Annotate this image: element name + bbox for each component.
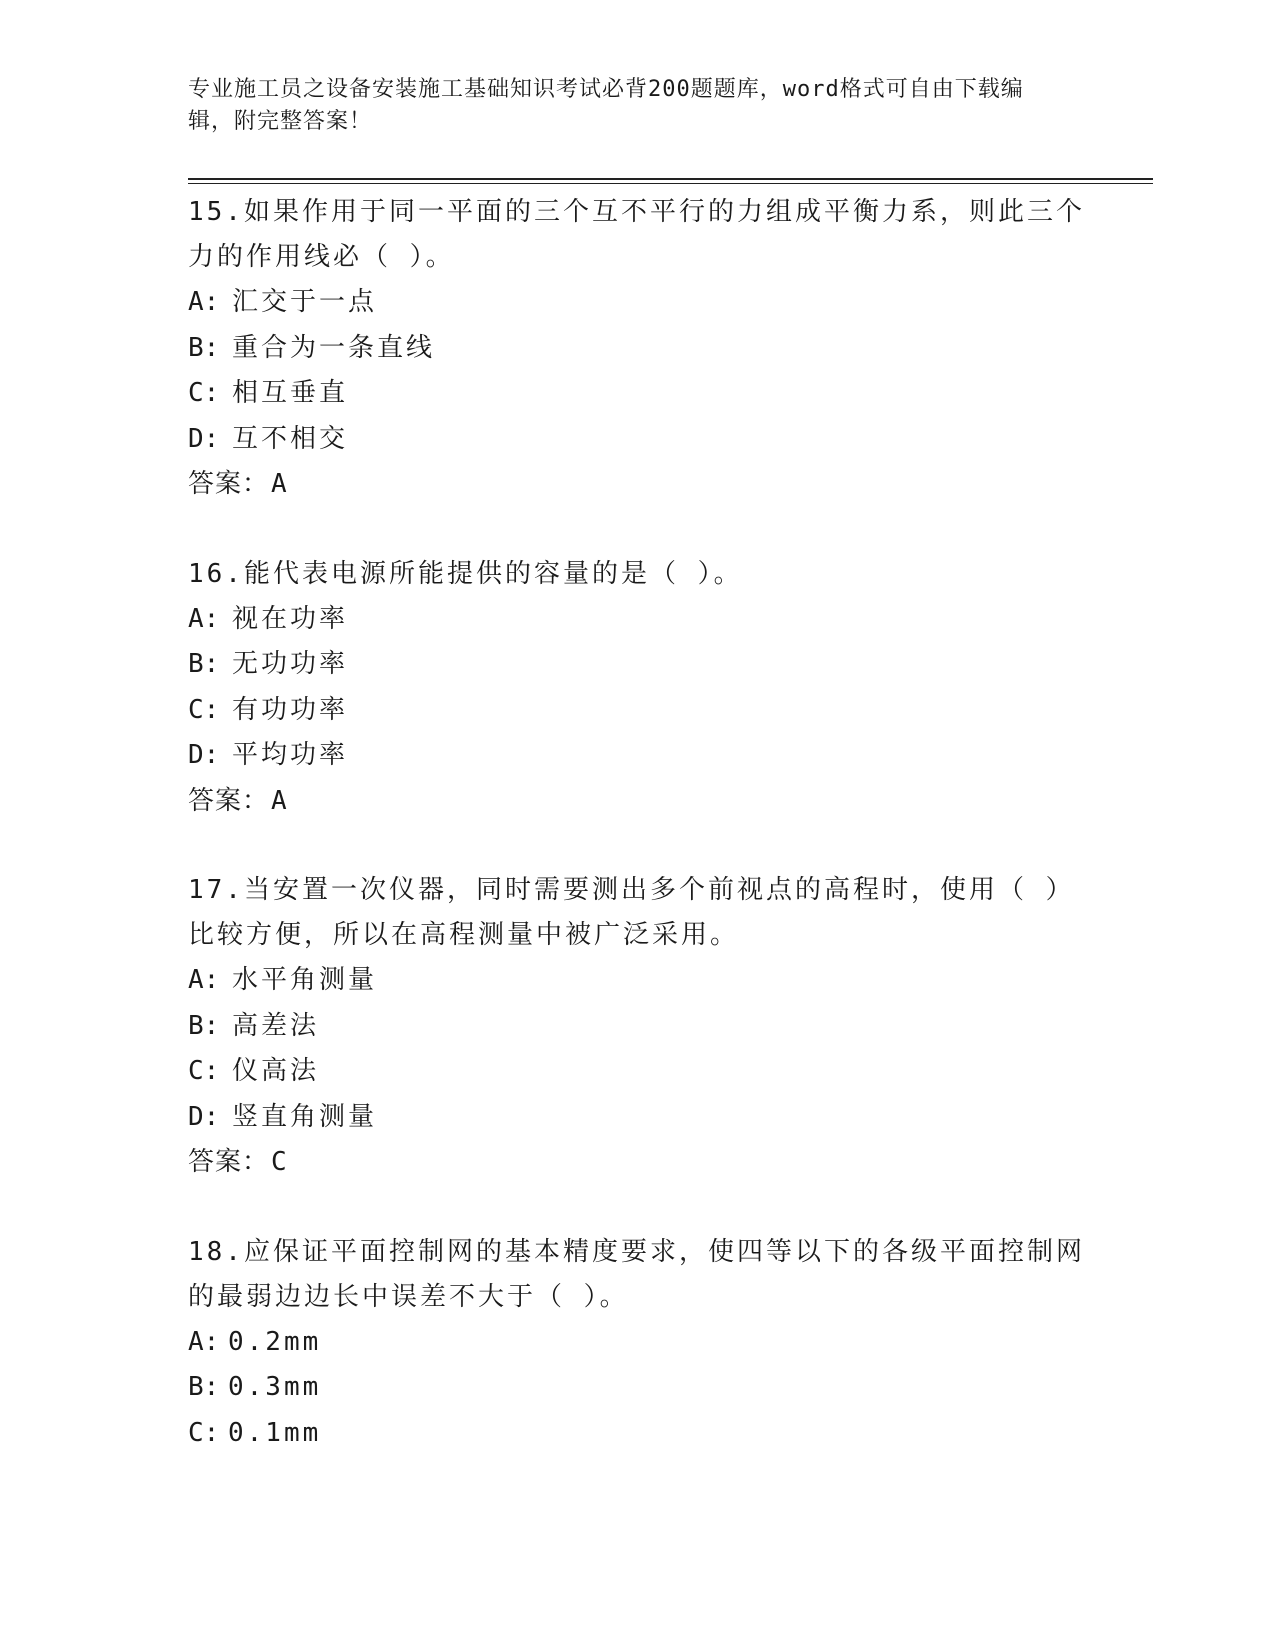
answer-line	[188, 779, 1088, 825]
question-18	[188, 1230, 1088, 1457]
question-text: 17.当安置一次仪器，同时需要测出多个前视点的高程时，使用（ ）比较方便，所以在高程测量中被广泛采用。	[188, 875, 1075, 950]
option-text: 0.2mm	[228, 1326, 322, 1357]
question-list	[188, 190, 1088, 1500]
option-c	[188, 371, 1088, 417]
question-text: 16.能代表电源所能提供的容量的是（ ）。	[188, 558, 743, 589]
option-text: 相互垂直	[232, 378, 349, 408]
option-text: 重合为一条直线	[232, 332, 436, 363]
option-letter: B:	[188, 332, 220, 363]
option-text: 0.1mm	[228, 1417, 322, 1448]
option-letter: B:	[188, 1372, 220, 1402]
answer-label: 答案：	[188, 469, 270, 499]
option-letter: C:	[188, 378, 220, 408]
answer-line	[188, 462, 1088, 508]
answer-value: A	[271, 785, 288, 816]
document-title: 专业施工员之设备安装施工基础知识考试必背200题题库，word格式可自由下载编辑，附完整答案！	[188, 77, 1024, 134]
answer-line	[188, 1140, 1088, 1186]
option-text: 无功功率	[232, 649, 349, 679]
question-text: 18.应保证平面控制网的基本精度要求，使四等以下的各级平面控制网的最弱边边长中误差不大于（ ）。	[188, 1236, 1085, 1312]
question-17	[188, 868, 1088, 1186]
option-a	[188, 280, 1088, 326]
option-text: 汇交于一点	[232, 287, 378, 317]
option-letter: D:	[188, 423, 220, 454]
option-c	[188, 1411, 1088, 1457]
option-letter: B:	[188, 1010, 220, 1041]
option-b	[188, 1365, 1088, 1411]
answer-value: C	[271, 1147, 288, 1177]
option-c	[188, 688, 1088, 734]
option-letter: C:	[188, 1417, 220, 1448]
option-letter: C:	[188, 694, 220, 725]
option-a	[188, 1320, 1088, 1366]
option-text: 有功功率	[232, 694, 349, 725]
option-b	[188, 1004, 1088, 1050]
option-a	[188, 597, 1088, 643]
option-c	[188, 1049, 1088, 1095]
option-letter: A:	[188, 603, 220, 634]
question-16	[188, 552, 1088, 825]
answer-label: 答案：	[188, 785, 270, 816]
option-d	[188, 1095, 1088, 1141]
option-text: 高差法	[232, 1010, 320, 1041]
option-d	[188, 733, 1088, 779]
option-letter: D:	[188, 1101, 220, 1132]
answer-label: 答案：	[188, 1147, 270, 1177]
option-text: 互不相交	[232, 423, 349, 454]
header-divider	[188, 178, 1153, 184]
option-letter: A:	[188, 287, 220, 317]
option-letter: C:	[188, 1056, 220, 1086]
option-letter: D:	[188, 740, 220, 770]
option-a	[188, 958, 1088, 1004]
option-text: 水平角测量	[232, 965, 378, 995]
option-text: 平均功率	[232, 740, 349, 770]
question-15	[188, 190, 1088, 508]
option-b	[188, 642, 1088, 688]
option-text: 0.3mm	[228, 1372, 322, 1402]
option-d	[188, 417, 1088, 463]
option-b	[188, 326, 1088, 372]
option-text: 仪高法	[232, 1056, 320, 1086]
option-text: 视在功率	[232, 603, 349, 634]
answer-value: A	[271, 469, 288, 499]
option-letter: B:	[188, 649, 220, 679]
option-text: 竖直角测量	[232, 1101, 378, 1132]
question-text: 15.如果作用于同一平面的三个互不平行的力组成平衡力系，则此三个力的作用线必（ ）。	[188, 197, 1085, 272]
option-letter: A:	[188, 965, 220, 995]
option-letter: A:	[188, 1326, 220, 1357]
